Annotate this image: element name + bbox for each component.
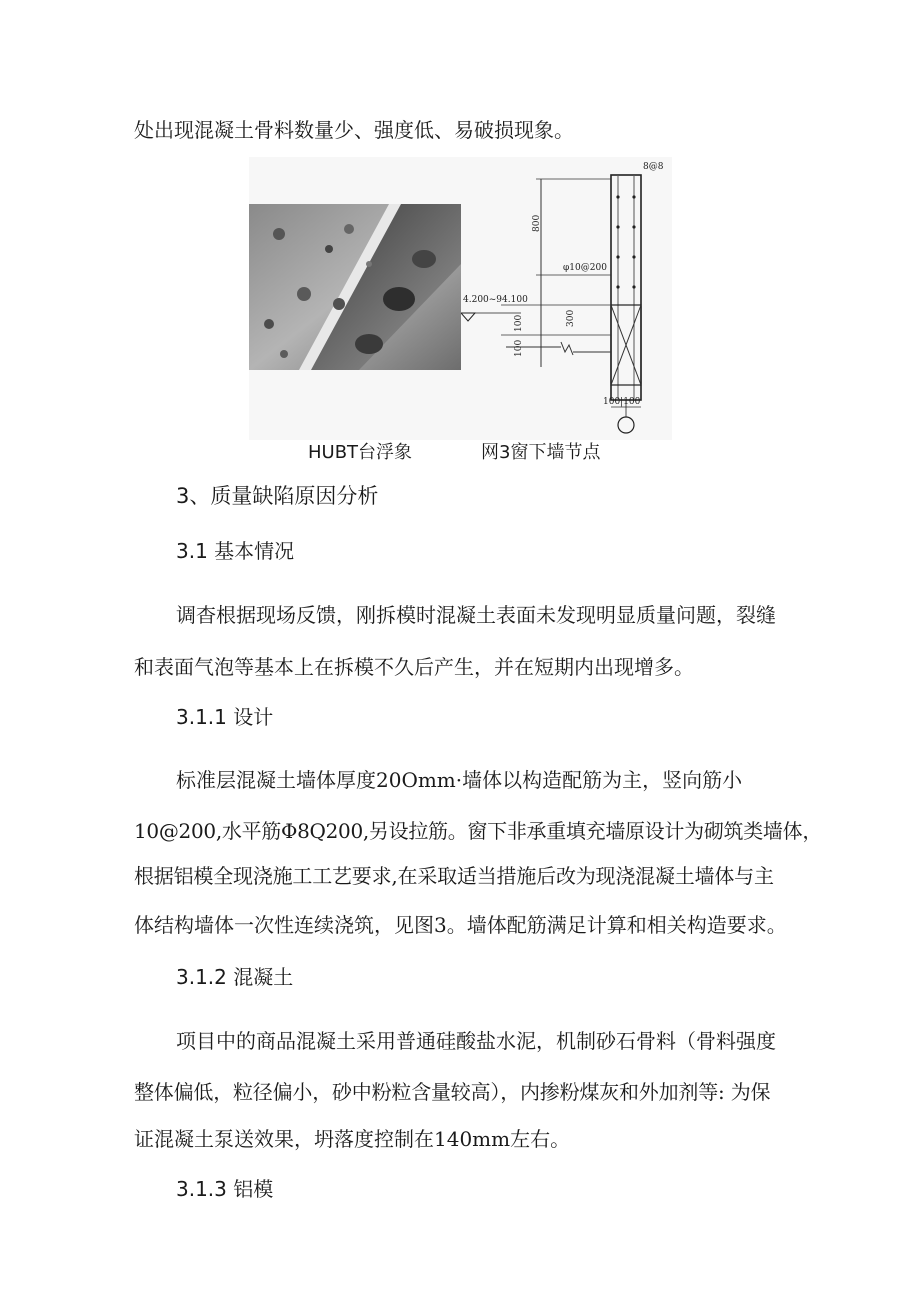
figure-3 [249, 157, 672, 440]
concrete-surface-photo [249, 204, 461, 370]
elevation-label: 4.200~94.100 [463, 295, 528, 305]
section-3-1-2-heading: 3.1.2 混凝土 [176, 965, 294, 989]
para1-line2: 和表面气泡等基本上在拆模不久后产生，并在短期内出现增多。 [134, 655, 694, 679]
section-3-heading: 3、质量缺陷原因分析 [176, 484, 379, 508]
para1-line1: 调杳根据现场反馈，刚拆模时混凝土表面未发现明显质量问题，裂缝 [176, 603, 776, 627]
dim-100a-label: 100 [514, 314, 524, 332]
para3-line1: 项目中的商品混凝土采用普通硅酸盐水泥，机制砂石骨料（骨料强度 [176, 1029, 776, 1053]
dim-100b-label: 100 [514, 339, 524, 357]
para2-line4: 体结构墙体一次性连续浇筑，见图3。墙体配筋满足计算和相关构造要求。 [134, 913, 787, 937]
window-wall-node-drawing [461, 157, 672, 440]
dim-300-label: 300 [566, 309, 576, 327]
bottom-dims-label: 100|100 [603, 397, 641, 407]
para2-line2: 10@200,水平筋Φ8Q200,另设拉筋。窗下非承重填充墙原设计为砌筑类墙体， [134, 819, 823, 843]
section-3-1-1-heading: 3.1.1 设计 [176, 705, 274, 729]
para3-line2: 整体偏低，粒径偏小，砂中粉粒含量较高），内掺粉煤灰和外加剂等: 为保 [134, 1080, 771, 1104]
figure-caption-left: HUBT台浮象 [308, 442, 413, 463]
para2-line3: 根据铝模全现浇施工工艺要求,在采取适当措施后改为现浇混凝土墙体与主 [134, 864, 774, 888]
top-rebar-label: 8@8 [643, 162, 664, 172]
figure-caption-right: 网3窗下墙节点 [481, 442, 601, 463]
rebar-note-label: φ10@200 [563, 263, 607, 273]
intro-text: 处出现混凝土骨料数量少、强度低、易破损现象。 [134, 118, 574, 142]
section-3-1-3-heading: 3.1.3 铝模 [176, 1177, 274, 1201]
dim-800-label: 800 [532, 214, 542, 232]
para3-line3: 证混凝土泵送效果，坍落度控制在140mm左右。 [134, 1127, 571, 1151]
para2-line1: 标准层混凝土墙体厚度20Omm·墙体以构造配筋为主，竖向筋小 [176, 768, 743, 792]
section-3-1-heading: 3.1 基本情况 [176, 539, 295, 563]
